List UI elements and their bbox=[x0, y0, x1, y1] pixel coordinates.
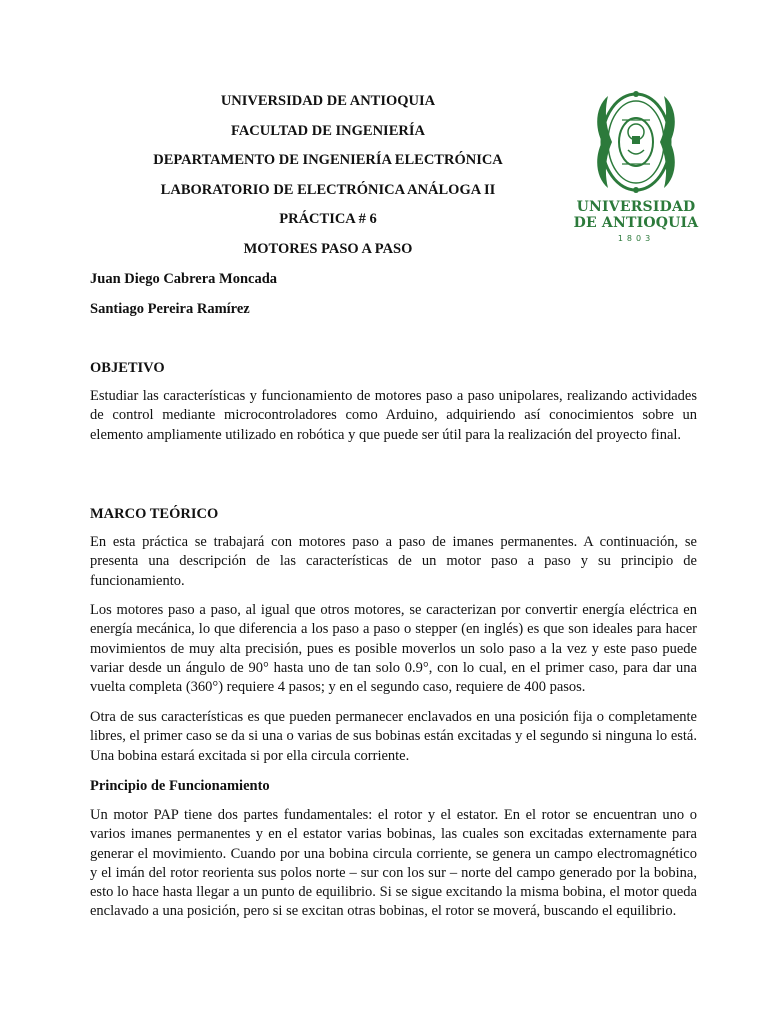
university-seal-icon bbox=[572, 86, 700, 198]
logo-year: 1803 bbox=[617, 234, 655, 243]
department-name: DEPARTAMENTO DE INGENIERÍA ELECTRÓNICA bbox=[153, 152, 503, 168]
faculty-name: FACULTAD DE INGENIERÍA bbox=[231, 123, 425, 139]
objetivo-paragraph: Estudiar las características y funcionamiento de motores paso a paso unipolares, realizando actividades de control mediante microcontroladores como Arduino, adquiriendo así conocimientos sobre un elemento ampliamente utilizado en robótica y que puede ser útil para la realización del proyecto final. bbox=[90, 388, 697, 443]
section-heading-marco: MARCO TEÓRICO bbox=[90, 506, 219, 522]
author-2: Santiago Pereira Ramírez bbox=[90, 301, 250, 317]
university-logo bbox=[572, 86, 700, 250]
marco-paragraph-3: Otra de sus características es que pueden permanecer enclavados en una posición fija o completamente libres, el primer caso se da si una o varias de sus bobinas están excitadas y el segundo si ninguna lo está. Una bobina estará excitada si por ella circula corriente. bbox=[90, 709, 697, 764]
university-name: UNIVERSIDAD DE ANTIOQUIA bbox=[220, 93, 436, 109]
author-1: Juan Diego Cabrera Moncada bbox=[90, 271, 278, 287]
principio-paragraph: Un motor PAP tiene dos partes fundamentales: el rotor y el estator. En el rotor se encuentran uno o varios imanes permanentes y en el estator varias bobinas, las cuales son excitadas externamente para generar el movimiento. Cuando por una bobina circula corriente, se genera un campo electromagnético y el imán del rotor reorienta sus polos norte – sur con los sur – norte del campo generado por la bobina, esto lo hace hasta llegar a un punto de equilibrio. Si se sigue excitando la misma bobina, el motor queda enclavado a una posición, pero si se excitan otras bobinas, el rotor se moverá, buscando el equilibrio. bbox=[90, 807, 697, 920]
marco-paragraph-1: En esta práctica se trabajará con motores paso a paso de imanes permanentes. A continuación, se presenta una descripción de las características de un motor paso a paso y su principio de funcionamiento. bbox=[90, 534, 697, 589]
subsection-heading-principio: Principio de Funcionamiento bbox=[90, 778, 270, 794]
marco-paragraph-2: Los motores paso a paso, al igual que otros motores, se caracterizan por convertir energía eléctrica en energía mecánica, lo que diferencia a los paso a paso o stepper (en inglés) es que son ideales para hacer movimientos de muy alta precisión, pues es posible moverlos un solo paso a la vez y este paso puede variar desde un ángulo de 90° hasta uno de tan solo 0.9°, con lo cual, en el primer caso, para dar una vuelta completa (360°) requiere 4 pasos; y en el segundo caso, requiere de 400 pasos. bbox=[90, 602, 697, 696]
logo-name-line1: UNIVERSIDAD bbox=[576, 199, 696, 215]
section-heading-objetivo: OBJETIVO bbox=[90, 360, 165, 376]
practice-number: PRÁCTICA # 6 bbox=[279, 211, 377, 227]
logo-name-line2: DE ANTIOQUIA bbox=[573, 215, 699, 231]
laboratory-name: LABORATORIO DE ELECTRÓNICA ANÁLOGA II bbox=[160, 182, 496, 198]
document-title: MOTORES PASO A PASO bbox=[243, 241, 413, 257]
